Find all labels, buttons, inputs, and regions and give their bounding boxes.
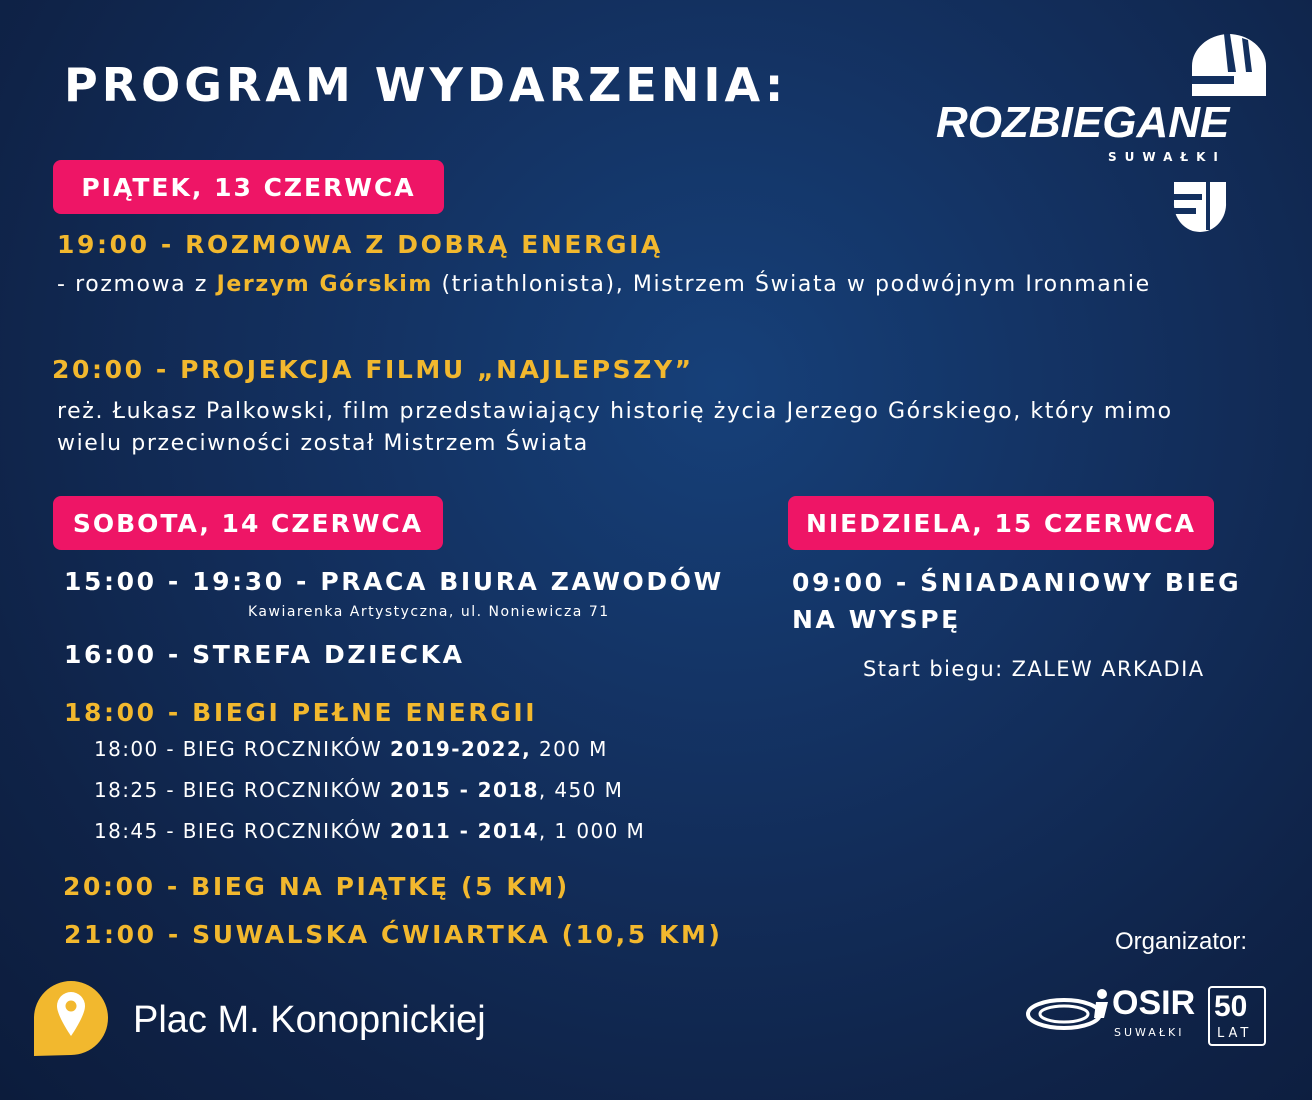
saturday-office-place: Kawiarenka Artystyczna, ul. Noniewicza 71 xyxy=(248,604,610,620)
saturday-office-heading: 15:00 - 19:30 - PRACA BIURA ZAWODÓW xyxy=(64,567,724,596)
sunday-event-line2: NA WYSPĘ xyxy=(792,605,961,634)
race-time-label: 18:25 - BIEG ROCZNIKÓW xyxy=(94,778,390,802)
day-badge-friday: PIĄTEK, 13 CZERWCA xyxy=(53,160,444,214)
race-row xyxy=(94,737,608,761)
saturday-run-10km: 21:00 - SUWALSKA ĆWIARTKA (10,5 KM) xyxy=(64,920,723,949)
runner-shoe-logo-icon xyxy=(1188,32,1270,98)
race-row xyxy=(94,778,623,802)
friday-event1-heading: 19:00 - ROZMOWA Z DOBRĄ ENERGIĄ xyxy=(57,230,663,259)
day-badge-saturday: SOBOTA, 14 CZERWCA xyxy=(53,496,443,550)
saturday-races-heading: 18:00 - BIEGI PEŁNE ENERGII xyxy=(64,698,538,727)
osir-name: OSIR xyxy=(1112,984,1196,1022)
stadium-swoosh-icon xyxy=(1024,988,1116,1034)
friday-event2-desc: reż. Łukasz Palkowski, film przedstawiający historię życia Jerzego Górskiego, który mimo wielu przeciwności został Mistrzem Świata xyxy=(57,399,1173,456)
sunday-event-line1: 09:00 - ŚNIADANIOWY BIEG xyxy=(792,568,1242,597)
brand-logo xyxy=(930,30,1270,240)
anniversary-badge xyxy=(1208,986,1266,1046)
day-badge-sunday: NIEDZIELA, 15 CZERWCA xyxy=(788,496,1214,550)
race-years: 2015 - 2018 xyxy=(389,778,539,802)
race-time-label: 18:00 - BIEG ROCZNIKÓW xyxy=(94,737,390,761)
race-distance: 200 M xyxy=(531,737,608,761)
friday-event1-desc xyxy=(57,269,1200,301)
race-time-label: 18:45 - BIEG ROCZNIKÓW xyxy=(94,819,390,843)
page-title: PROGRAM WYDARZENIA: xyxy=(64,58,788,112)
friday-event2-heading: 20:00 - PROJEKCJA FILMU „NAJLEPSZY” xyxy=(52,355,694,384)
sunday-start-location: Start biegu: ZALEW ARKADIA xyxy=(863,657,1205,681)
friday-event1-desc-post: (triathlonista), Mistrzem Świata w podwójnym Ironmanie xyxy=(432,272,1151,297)
organizer-logo xyxy=(1022,976,1268,1050)
osir-city: SUWAŁKI xyxy=(1114,1026,1185,1039)
race-distance: , 1 000 M xyxy=(538,819,646,843)
anniversary-text: LAT xyxy=(1217,1026,1253,1041)
race-row xyxy=(94,819,645,843)
brand-name: ROZBIEGANE xyxy=(936,98,1230,147)
friday-event1-guest: Jerzym Górskim xyxy=(216,272,433,297)
race-years: 2019-2022, xyxy=(389,737,532,761)
brand-city: SUWAŁKI xyxy=(1108,150,1226,164)
race-years: 2011 - 2014 xyxy=(389,819,539,843)
saturday-run-5km: 20:00 - BIEG NA PIĄTKĘ (5 KM) xyxy=(63,872,570,901)
saturday-kids-zone: 16:00 - STREFA DZIECKA xyxy=(64,640,465,669)
race-distance: , 450 M xyxy=(538,778,624,802)
friday-event1-desc-pre: - rozmowa z xyxy=(57,272,217,297)
shoe-sole-icon xyxy=(1170,172,1230,234)
location-text: Plac M. Konopnickiej xyxy=(133,999,486,1041)
organizer-label: Organizator: xyxy=(1115,928,1248,955)
map-pin-icon xyxy=(30,978,112,1058)
anniversary-number: 50 xyxy=(1214,990,1248,1023)
